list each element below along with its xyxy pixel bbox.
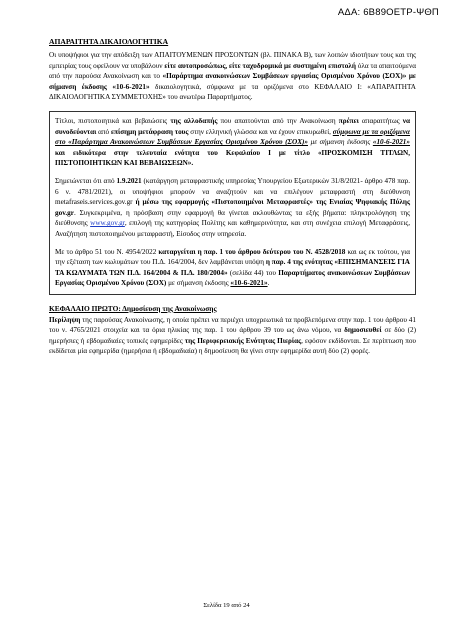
page-number: Σελίδα 19 από 24: [203, 602, 250, 609]
text-run-bold-italic-underline: σύμφωνα με τα οριζόμενα στο «Παράρτημα Ανακοινώσεων Συμβάσεων Εργασίας Ορισμένου Χρόνου (ΣΟΧ)»: [55, 127, 410, 147]
text-run: Οι υποψήφιοι για την απόδειξη των ΑΠΑΙΤΟΥΜΕΝΩΝ ΠΡΟΣΟΝΤΩΝ (βλ. ΠΙΝΑΚΑ Β), των λοιπών ιδιοτήτων τους και της εμπειρίας τους οφείλουν να υποβάλουν: [49, 51, 416, 70]
text-run-bold: επίσημη μετάφραση τους: [110, 127, 189, 136]
text-run: Σημειώνεται ότι από: [55, 177, 117, 186]
text-run: που απαιτούνται από την Ανακοίνωση: [217, 117, 339, 126]
text-run: της παρούσας Ανακοίνωσης, η οποία πρέπει να περιέχει υποχρεωτικά τα προβλεπόμενα στην παρ. 1 του άρθρου 41 του ν. 4765/2021 στοιχεία και τα όρια ηλικίας της παρ. 1 του άρθρου 39 του ως άνω νόμου, να: [49, 315, 416, 335]
text-run: .: [267, 279, 270, 288]
text-run: και ως εκ τούτου, για την εξέταση των κωλυμάτων του Π.Δ. 164/2004, δεν λαμβάνεται υπόψη: [55, 247, 410, 267]
text-run: σε δύο (2) ημερήσιες ή εβδομαδιαίες τοπικές εφημερίδες: [49, 326, 416, 345]
paragraph-publication: [49, 315, 416, 357]
text-run: από: [96, 127, 111, 136]
paragraph-required-documents: [49, 50, 416, 102]
text-run-bold-underline: «10-6-2021»: [230, 279, 268, 288]
text-run-bold: είτε αυτοπροσώπως, είτε ταχυδρομικά με συστημένη επιστολή: [164, 61, 356, 70]
paragraph-foreign-documents: [55, 116, 410, 168]
text-run: δικαιολογητικά, σύμφωνα με τα οριζόμενα στο ΚΕΦΑΛΑΙΟ Ι: «ΑΠΑΡΑΙΤΗΤΑ ΔΙΚΑΙΟΛΟΓΗΤΙΚΑ ΣΥΜΜΕΤΟΧΗΣ» του ανωτέρω Παραρτήματος.: [49, 82, 416, 102]
text-run: απαραιτήτως: [358, 117, 403, 126]
text-run-bold: καταργείται η παρ. 1 του άρθρου δεύτερου του Ν. 4528/2018: [158, 247, 346, 256]
text-run-bold: πρέπει: [338, 117, 359, 126]
text-run: στην ελληνική γλώσσα και να έχουν επικυρωθεί,: [188, 127, 333, 136]
text-run: , επιλογή της κατηγορίας Πολίτης και καθημερινότητα, και στη συνέχεια επιλογή Μεταφράσεις, Αναζήτηση πιστοποιημένου μεταφραστή, Είσοδος στην υπηρεσία.: [55, 219, 410, 238]
gov-gr-link[interactable]: www.gov.gr: [90, 219, 125, 228]
ada-code: ΑΔΑ: 6Β89ΟΕΤΡ-ΨΘΠ: [337, 7, 439, 18]
text-run: Με το άρθρο 51 του Ν. 4954/2022: [55, 247, 159, 256]
text-run-bold: ή μέσω της εφαρμογής «Πιστοποιημένοι Μεταφραστές» της Ενιαίας Ψηφιακής Πύλης gov.gr: [55, 198, 410, 217]
text-run-bold: της αλλοδαπής: [170, 117, 218, 126]
text-run: , εφόσον εκδίδονται. Σε περίπτωση που εκδίδεται μία εφημερίδα (ημερήσια ή εβδομαδιαία) η δημοσίευση θα γίνει στην εφημερίδα αυτή δύο (2) φορές.: [49, 336, 416, 356]
text-run-bold: 1.9.2021: [116, 177, 142, 186]
text-run: (σελίδα 44) του: [227, 268, 279, 277]
document-body: [49, 37, 416, 357]
text-run: . Συγκεκριμένα, η πρόσβαση στην εφαρμογή θα γίνεται ακλουθώντας τα εξής βήματα: πληκτρολόγηση της διεύθυνσης: [55, 208, 410, 228]
text-run-bold: δημοσιευθεί: [344, 326, 382, 335]
text-run-bold: η παρ. 4 της ενότητας «ΕΠΙΣΗΜΑΝΣΕΙΣ ΓΙΑ ΤΑ ΚΩΛΥΜΑΤΑ ΤΩΝ Π.Δ. 164/2004 & Π.Δ. 180/2004»: [55, 258, 410, 277]
paragraph-law-4954: [55, 247, 410, 289]
text-run: (κατάργηση μεταφραστικής υπηρεσίας Υπουργείου Εξωτερικών 31/8/2021- άρθρο 478 παρ. 6 ν. 4781/2021), οι υποψήφιοι μπορούν να αναζητούν και να επιλέγουν μεταφραστή στη διεύθυνση metafraseis.services.gov.gr: [55, 177, 410, 207]
text-run-bold: «Παράρτημα ανακοινώσεων Συμβάσεων εργασίας Ορισμένου Χρόνου (ΣΟΧ)» με σήμανση έκδοσης «10-6-2021»: [49, 72, 416, 91]
text-run: Τίτλοι, πιστοποιητικά και βεβαιώσεις: [55, 117, 171, 126]
text-run-bold: να συνοδεύονται: [55, 117, 410, 136]
section-title-chapter-one: ΚΕΦΑΛΑΙΟ ΠΡΩΤΟ: Δημοσίευση της Ανακοίνωσης: [49, 303, 217, 313]
paragraph-translation-service: [55, 176, 410, 238]
text-run: με σήμανση έκδοσης: [166, 279, 231, 288]
text-run-bold: Περίληψη: [49, 315, 81, 324]
text-run-bold: Παραρτήματος ανακοινώσεων Συμβάσεων Εργασίας Ορισμένου Χρόνου (ΣΟΧ): [55, 268, 410, 288]
text-run-italic: με σήμανση έκδοσης: [307, 138, 373, 147]
notice-box: [49, 111, 416, 294]
text-run-bold-italic-underline: «10-6-2021»: [372, 138, 410, 147]
text-run: όλα τα απαιτούμενα από την παρούσα Ανακοίνωση και το: [49, 61, 416, 81]
section-title-required-documents: ΑΠΑΡΑΙΤΗΤΑ ΔΙΚΑΙΟΛΟΓΗΤΙΚΑ: [49, 37, 169, 46]
text-run-bold: της Περιφερειακής Ενότητας Πιερίας: [184, 336, 302, 345]
text-run-bold: και ειδικότερα στην τελευταία ενότητα του Κεφαλαίου Ι με τίτλο «ΠΡΟΣΚΟΜΙΣΗ ΤΙΤΛΩΝ, ΠΙΣΤΟΠΟΙΗΤΙΚΩΝ ΚΑΙ ΒΕΒΑΙΩΣΕΩΝ».: [55, 148, 410, 168]
